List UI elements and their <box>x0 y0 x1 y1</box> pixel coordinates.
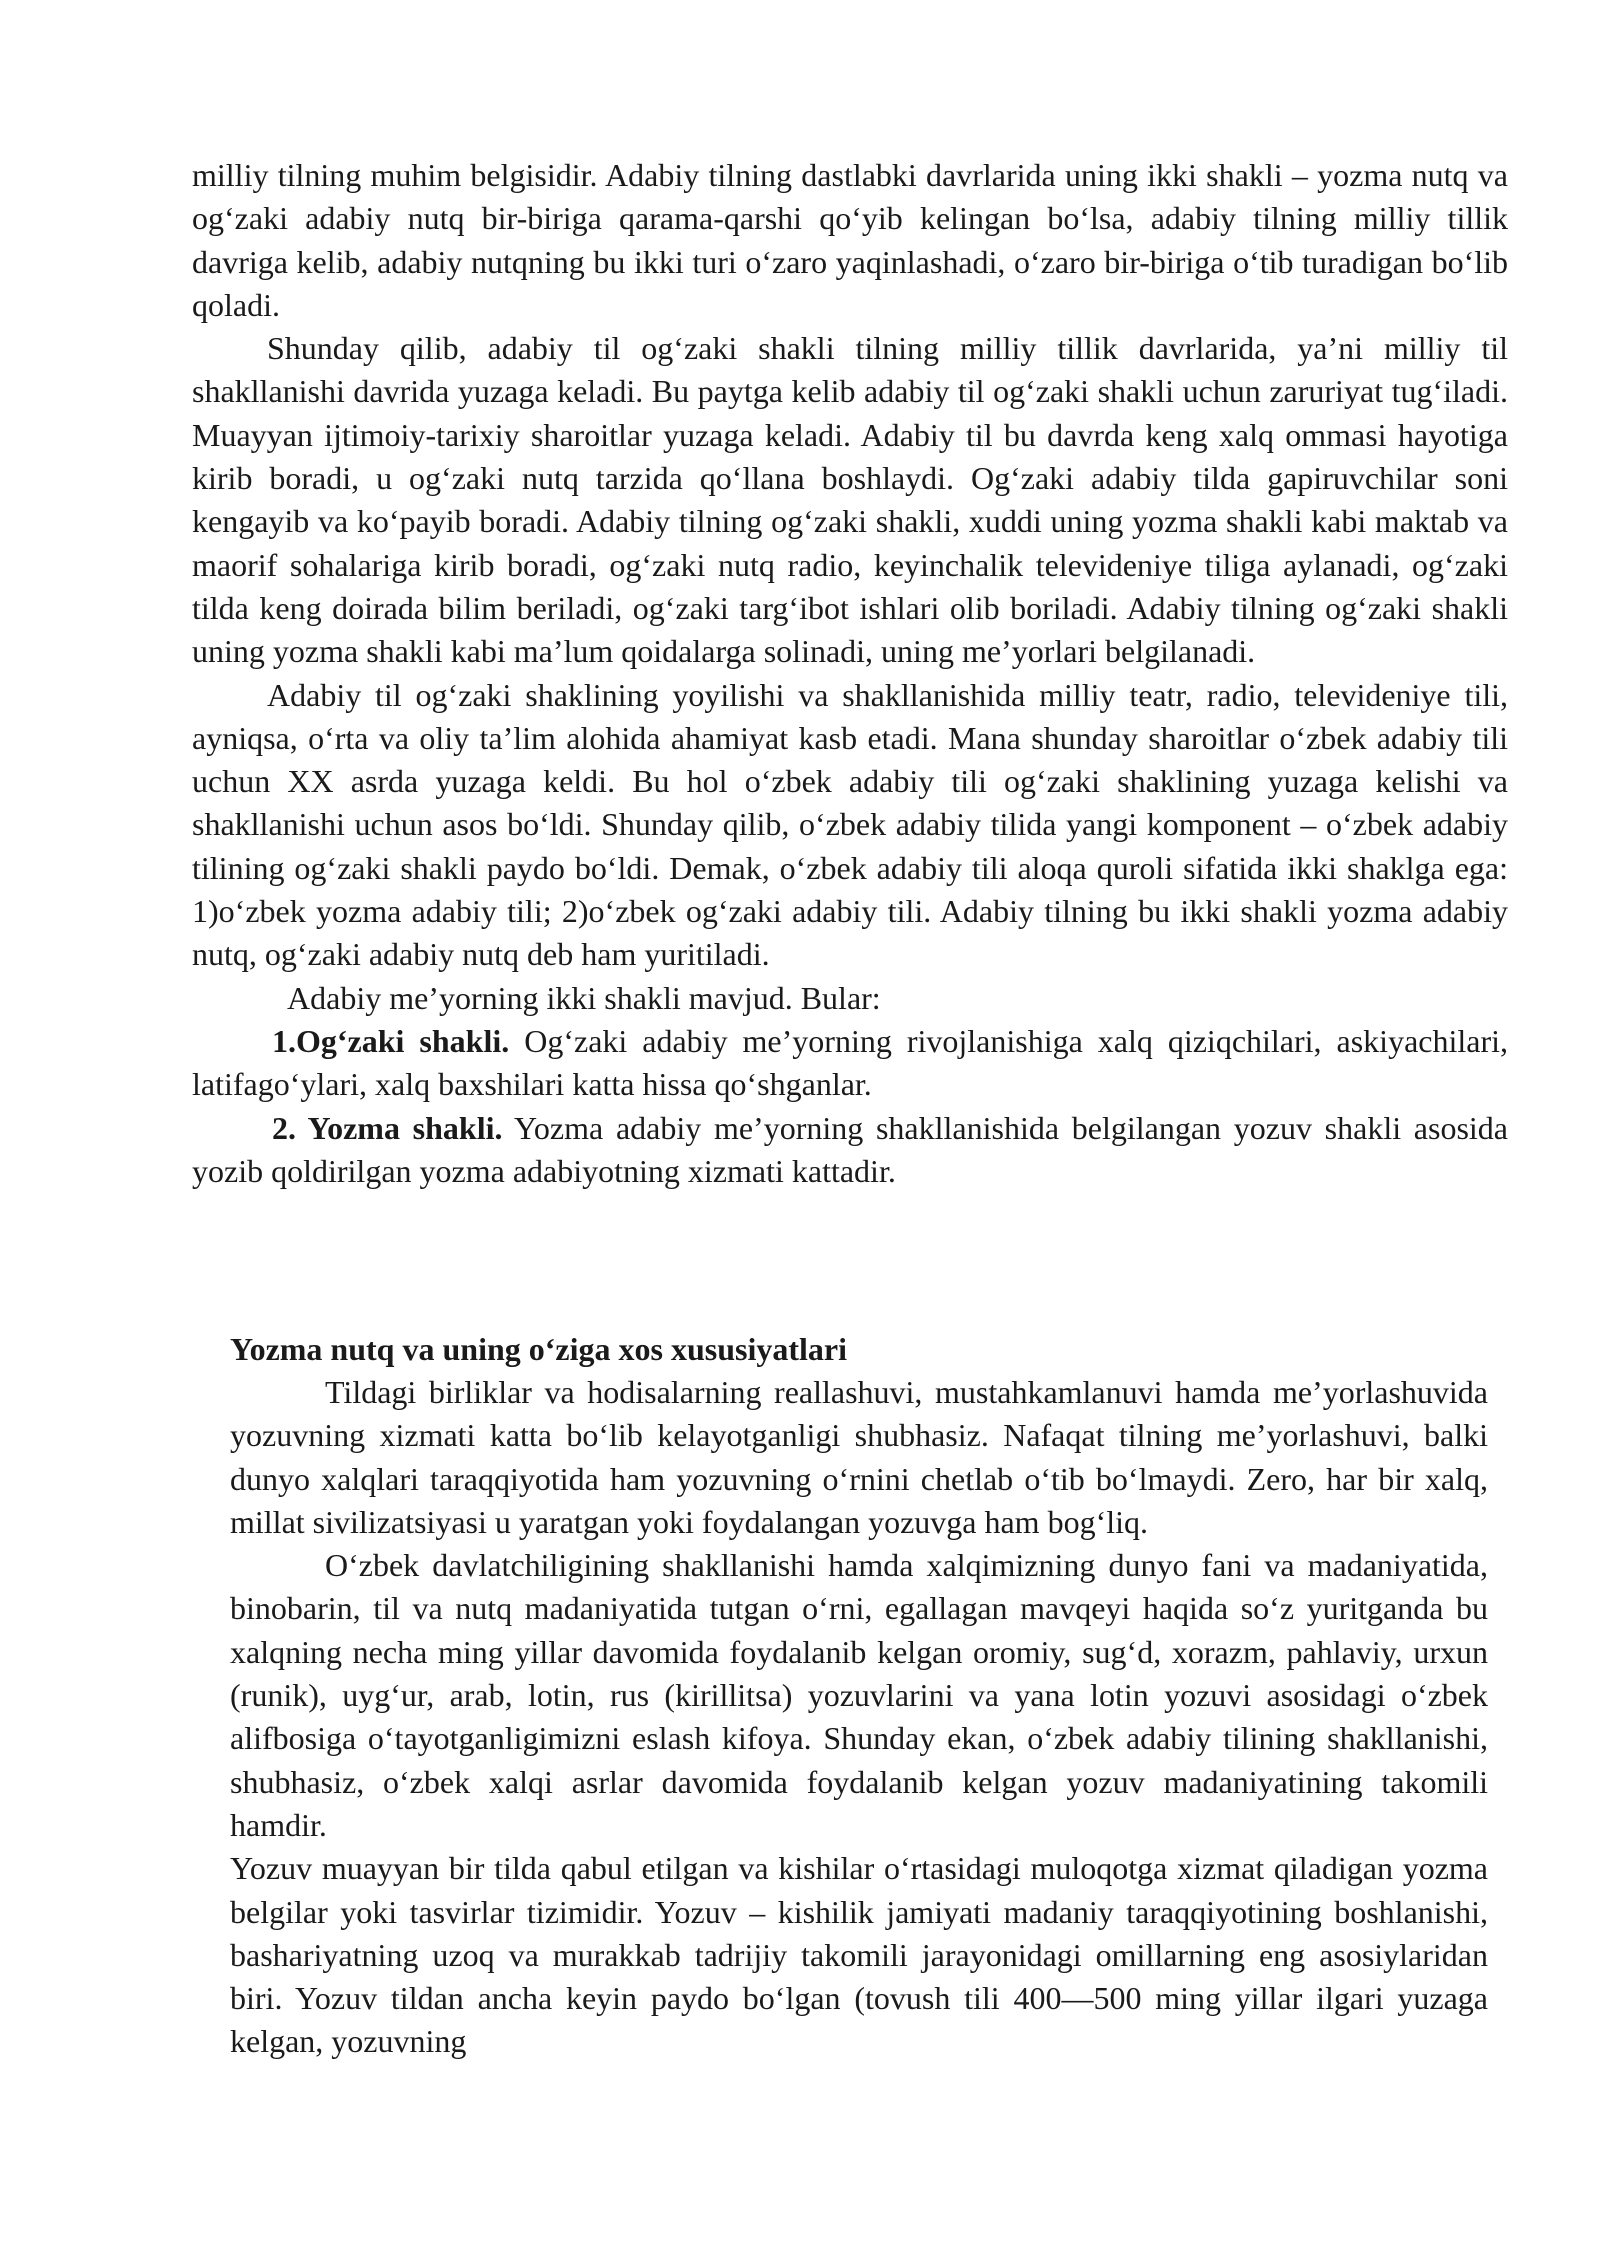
list-item-written-label: 2. Yozma shakli. <box>272 1109 503 1146</box>
section-text-block <box>230 1371 1488 2064</box>
main-text-block <box>192 154 1508 1193</box>
paragraph-continuation: milliy tilning muhim belgisidir. Adabiy tilning dastlabki davrlarida uning ikki shakli – yozma nutq va og‘zaki adabiy nutq bir-biriga qarama-qarshi qo‘yib kelingan bo‘lsa, adabiy tilning milliy tillik davriga kelib, adabiy nutqning bu ikki turi o‘zaro yaqinlashadi, o‘zaro bir-biriga o‘tib turadigan bo‘lib qoladi. <box>192 157 1508 323</box>
list-item-oral-label: 1.Og‘zaki shakli. <box>272 1022 510 1059</box>
list-item-written <box>192 1107 1508 1194</box>
paragraph-writing-role: Tildagi birliklar va hodisalarning reallashuvi, mustahkamlanuvi hamda me’yorlashuvida yozuvning xizmati katta bo‘lib kelayotganligi shubhasiz. Nafaqat tilning me’yorlashuvi, balki dunyo xalqlari taraqqiyotida ham yozuvning o‘rnini chetlab o‘tib bo‘lmaydi. Zero, har bir xalq, millat sivilizatsiyasi u yaratgan yoki foydalangan yozuvga ham bog‘liq. <box>230 1374 1488 1540</box>
list-item-oral <box>192 1020 1508 1107</box>
paragraph-uzbek-statehood: O‘zbek davlatchiligining shakllanishi hamda xalqimizning dunyo fani va madaniyatida, binobarin, til va nutq madaniyatida tutgan o‘rni, egallagan mavqeyi haqida so‘z yuritganda bu xalqning necha ming yillar davomida foydalanib kelgan oromiy, sug‘d, xorazm, pahlaviy, urxun (runik), uyg‘ur, arab, lotin, rus (kirillitsa) yozuvlarini va yana lotin yozuvi asosidagi o‘zbek alifbosiga o‘tayotganligimizni eslash kifoya. Shunday ekan, o‘zbek adabiy tilining shakllanishi, shubhasiz, o‘zbek xalqi asrlar davomida foydalanib kelgan yozuv madaniyatining takomili hamdir. <box>230 1547 1488 1843</box>
paragraph-oral-form: Shunday qilib, adabiy til og‘zaki shakli tilning milliy tillik davrlarida, ya’ni milliy til shakllanishi davrida yuzaga keladi. Bu paytga kelib adabiy til og‘zaki shakli uchun zaruriyat tug‘iladi. Muayyan ijtimoiy-tarixiy sharoitlar yuzaga keladi. Adabiy til bu davrda keng xalq ommasi hayotiga kirib boradi, u og‘zaki nutq tarzida qo‘llana boshlaydi. Og‘zaki adabiy tilda gapiruvchilar soni kengayib va ko‘payib boradi. Adabiy tilning og‘zaki shakli, xuddi uning yozma shakli kabi maktab va maorif sohalariga kirib boradi, og‘zaki nutq radio, keyinchalik televideniye tiliga aylanadi, og‘zaki tilda keng doirada bilim beriladi, og‘zaki targ‘ibot ishlari olib boriladi. Adabiy tilning og‘zaki shakli uning yozma shakli kabi ma’lum qoidalarga solinadi, uning me’yorlari belgilanadi. <box>192 330 1508 670</box>
list-item-written-text: Yozma adabiy me’yorning shakllanishida belgilangan yozuv shakli asosida yozib qoldirilgan yozma adabiyotning xizmati kattadir. <box>192 1109 1509 1189</box>
list-item-oral-text: Og‘zaki adabiy me’yorning rivojlanishiga xalq qiziqchilari, askiyachilari, latifago‘ylari, xalq baxshilari katta hissa qo‘shganlar. <box>192 1022 1509 1103</box>
paragraph-oral-form-spread: Adabiy til og‘zaki shaklining yoyilishi va shakllanishida milliy teatr, radio, televideniye tili, ayniqsa, o‘rta va oliy ta’lim alohida ahamiyat kasb etadi. Mana shunday sharoitlar o‘zbek adabiy tili uchun XX asrda yuzaga keldi. Bu hol o‘zbek adabiy tili og‘zaki shaklining yuzaga kelishi va shakllanishi uchun asos bo‘ldi. Shunday qilib, o‘zbek adabiy tilida yangi komponent – o‘zbek adabiy tilining og‘zaki shakli paydo bo‘ldi. Demak, o‘zbek adabiy tili aloqa quroli sifatida ikki shaklga ega: 1)o‘zbek yozma adabiy tili; 2)o‘zbek og‘zaki adabiy tili. Adabiy tilning bu ikki shakli yozma adabiy nutq, og‘zaki adabiy nutq deb ham yuritiladi. <box>192 676 1508 973</box>
section-heading: Yozma nutq va uning o‘ziga xos xususiyatlari <box>230 1331 847 1367</box>
paragraph-writing-definition: Yozuv muayyan bir tilda qabul etilgan va kishilar o‘rtasidagi muloqotga xizmat qiladigan yozma belgilar yoki tasvirlar tizimidir. Yozuv – kishilik jamiyati madaniy taraqqiyotining boshlanishi, bashariyatning uzoq va murakkab tadrijiy takomili jarayonidagi omillarning eng asosiylaridan biri. Yozuv tildan ancha keyin paydo bo‘lgan (tovush tili 400—500 ming yillar ilgari yuzaga kelgan, yozuvning <box>230 1850 1488 2060</box>
paragraph-norm-forms: Adabiy me’yorning ikki shakli mavjud. Bular: <box>287 979 881 1016</box>
